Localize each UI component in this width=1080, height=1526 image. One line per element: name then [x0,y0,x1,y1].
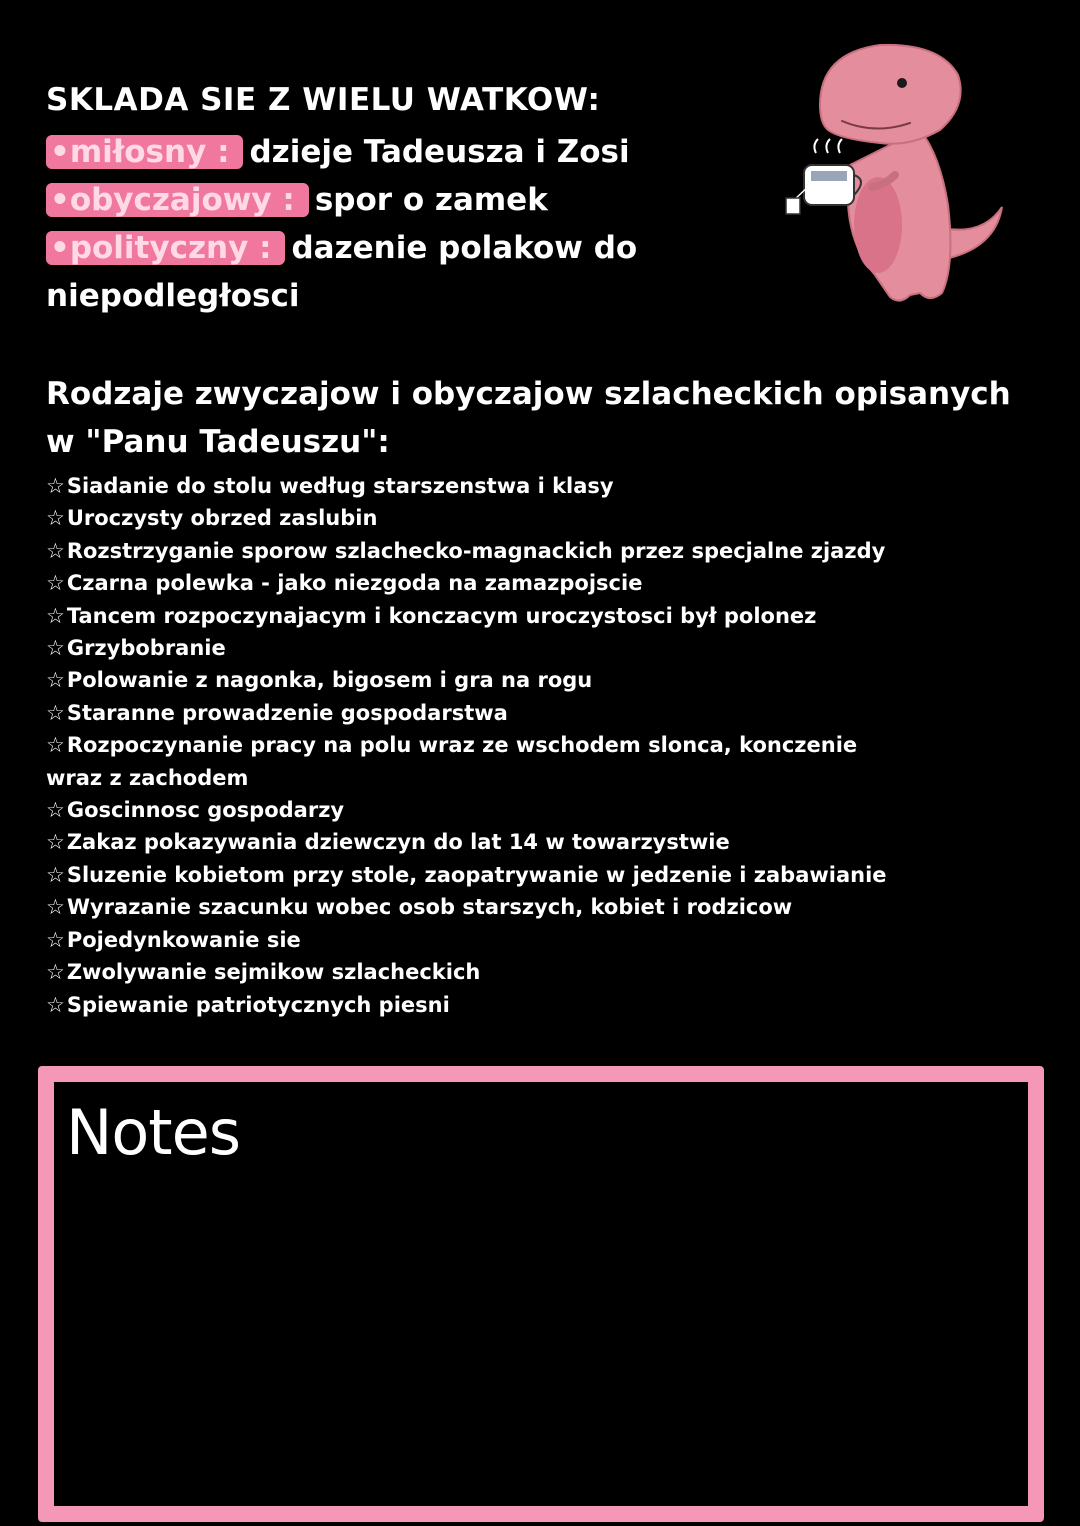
star-icon: ☆ [46,700,65,725]
list-item-text: Rozpoczynanie pracy na polu wraz ze wschodem slonca, konczenie wraz z zachodem [46,733,858,790]
star-icon: ☆ [46,830,65,855]
list-item [46,924,906,956]
star-icon: ☆ [46,862,65,887]
list-item [46,632,906,664]
list-item [46,956,906,988]
list-item-text: Tancem rozpoczynajacym i konczacym uroczystosci był polonez [66,603,817,628]
thread-text: dzieje Tadeusza i Zosi [249,134,630,170]
list-item-text: Zakaz pokazywania dziewczyn do lat 14 w towarzystwie [66,830,730,855]
list-item-text: Zwolywanie sejmikow szlacheckich [66,960,481,985]
notes-label: Notes [66,1096,241,1169]
list-item [46,859,906,891]
thread-tag: •obyczajowy : [46,183,309,217]
star-icon: ☆ [46,733,65,758]
list-item-text: Wyrazanie szacunku wobec osob starszych, kobiet i rodzicow [66,895,793,920]
list-item-text: Goscinnosc gospodarzy [66,798,345,823]
star-icon: ☆ [46,798,65,823]
star-icon: ☆ [46,927,65,952]
list-item [46,826,906,858]
thread-custom [46,176,766,224]
list-item [46,664,906,696]
list-item [46,502,906,534]
list-item-text: Sluzenie kobietom przy stole, zaopatrywanie w jedzenie i zabawianie [66,862,887,887]
list-item [46,535,906,567]
customs-title: Rodzaje zwyczajow i obyczajow szlacheckich opisanych w "Panu Tadeuszu": [46,376,1011,460]
list-item [46,567,906,599]
list-item-text: Pojedynkowanie sie [66,927,301,952]
list-item-text: Spiewanie patriotycznych piesni [66,992,450,1017]
thread-political [46,224,766,272]
dinosaur-with-tea-icon [780,35,1010,305]
list-item-text: Uroczysty obrzed zaslubin [66,506,378,531]
list-item-text: Staranne prowadzenie gospodarstwa [66,700,508,725]
list-item [46,729,906,794]
list-item-text: Polowanie z nagonka, bigosem i gra na rogu [66,668,593,693]
list-item [46,794,906,826]
list-item-text: Siadanie do stolu według starszenstwa i klasy [66,474,614,498]
thread-text: dazenie polakow do [291,230,638,266]
customs-section [46,370,1036,1021]
list-item [46,600,906,632]
star-icon: ☆ [46,571,65,596]
star-icon: ☆ [46,538,65,563]
list-item [46,891,906,923]
star-icon: ☆ [46,506,65,531]
star-icon: ☆ [46,603,65,628]
list-item-text: Rozstrzyganie sporow szlachecko-magnackich przez specjalne zjazdy [66,538,886,563]
threads-heading: SKLADA SIE Z WIELU WATKOW: [46,82,601,118]
thread-text: spor o zamek [314,182,548,218]
customs-list [46,470,1036,1021]
thread-tag: •polityczny : [46,231,285,265]
star-icon: ☆ [46,895,65,920]
star-icon: ☆ [46,992,65,1017]
star-icon: ☆ [46,636,65,661]
list-item [46,470,906,502]
threads-section [46,78,766,320]
thread-continuation: niepodległosci [46,278,300,314]
star-icon: ☆ [46,960,65,985]
thread-love [46,128,766,176]
list-item-text: Grzybobranie [66,636,226,661]
list-item [46,989,906,1021]
star-icon: ☆ [46,668,65,693]
star-icon: ☆ [46,474,65,498]
thread-tag: •miłosny : [46,135,243,169]
notes-box[interactable] [38,1066,1044,1522]
list-item [46,697,906,729]
list-item-text: Czarna polewka - jako niezgoda na zamazpojscie [66,571,643,596]
